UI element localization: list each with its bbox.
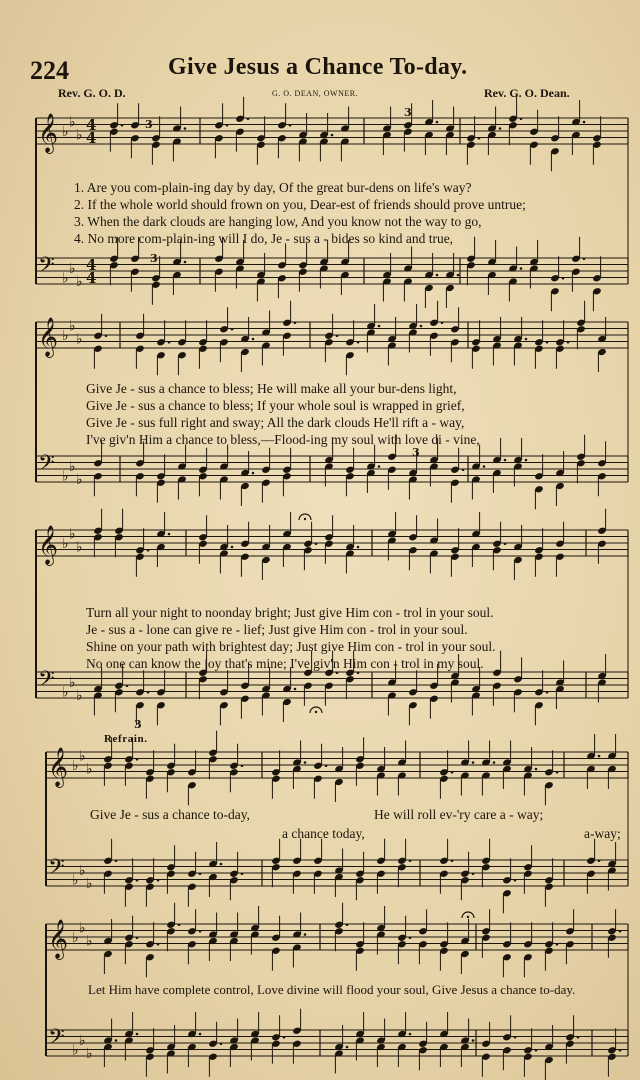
dot xyxy=(247,117,250,120)
dot xyxy=(472,872,475,875)
dot xyxy=(115,859,118,862)
dot xyxy=(331,134,334,137)
flat-sign: ♭ xyxy=(69,674,76,691)
dot xyxy=(535,1049,538,1052)
dot xyxy=(199,930,202,933)
flat-sign: ♭ xyxy=(79,862,86,879)
dot xyxy=(147,549,150,552)
music-credit: Rev. G. O. Dean. xyxy=(484,86,570,100)
dot xyxy=(289,124,292,127)
dot xyxy=(598,859,601,862)
time-signature-top: 4 xyxy=(86,256,97,274)
flat-sign: ♭ xyxy=(72,930,79,946)
dot xyxy=(241,764,244,767)
dot xyxy=(241,872,244,875)
dot xyxy=(409,936,412,939)
dot xyxy=(168,533,171,536)
dot xyxy=(451,859,454,862)
dot xyxy=(577,1036,580,1039)
dot xyxy=(546,691,549,694)
dot xyxy=(520,267,523,270)
flat-sign: ♭ xyxy=(79,1032,86,1049)
dot xyxy=(514,1036,517,1039)
flat-sign: ♭ xyxy=(69,526,76,543)
treble-clef: 𝄞 xyxy=(38,113,59,153)
verse-3-line-3: Shine on your path with brightest day; Just give Him con - trol in your soul. xyxy=(86,639,496,654)
flat-sign: ♭ xyxy=(76,539,83,556)
dot xyxy=(462,468,465,471)
dot xyxy=(315,542,318,545)
dot xyxy=(252,472,255,475)
dot xyxy=(226,124,229,127)
dot xyxy=(346,923,349,926)
dot xyxy=(231,328,234,331)
verse-1-line-3: Turn all your night to noonday bright; Just give Him con - trol in your soul. xyxy=(86,605,494,620)
treble-clef: 𝄞 xyxy=(48,919,69,959)
verse-4-line-2: I've giv'n Him a chance to bless,—Flood-ing my soul with love di - vine, xyxy=(86,432,480,447)
dot xyxy=(220,863,223,866)
dot xyxy=(157,879,160,882)
time-signature-top: 4 xyxy=(86,116,97,134)
triplet-mark: 3 xyxy=(134,718,142,731)
dot xyxy=(472,1039,475,1042)
dot xyxy=(483,465,486,468)
flat-sign: ♭ xyxy=(76,127,83,144)
verse-3-line-2: Give Je - sus full right and sway; All the dark clouds He'll rift a - way, xyxy=(86,415,465,430)
dot xyxy=(556,771,559,774)
dot xyxy=(357,546,360,549)
dot xyxy=(136,879,139,882)
dot xyxy=(556,943,559,946)
dot xyxy=(220,1042,223,1045)
dot xyxy=(199,1033,202,1036)
dot xyxy=(478,137,481,140)
dot xyxy=(325,764,328,767)
fermata-dot xyxy=(467,916,469,918)
dot xyxy=(336,334,339,337)
flat-sign: ♭ xyxy=(76,331,83,348)
flat-sign: ♭ xyxy=(76,687,83,704)
dot xyxy=(420,325,423,328)
dot xyxy=(105,334,108,337)
flat-sign: ♭ xyxy=(86,875,93,892)
dot xyxy=(504,459,507,462)
flat-sign: ♭ xyxy=(62,328,69,344)
words-credit: Rev. G. O. D. xyxy=(58,86,126,100)
dot xyxy=(378,325,381,328)
dot xyxy=(493,761,496,764)
dot xyxy=(436,274,439,277)
refrain-line-3: Let Him have complete control, Love divine will flood your soul, Give Jesus a chance to-day. xyxy=(88,982,576,997)
dot xyxy=(184,127,187,130)
dot xyxy=(436,121,439,124)
dot xyxy=(136,1033,139,1036)
dot xyxy=(619,930,622,933)
dot xyxy=(168,341,171,344)
bass-clef: 𝄢 xyxy=(48,1025,65,1055)
triplet-mark: 3 xyxy=(404,106,412,119)
flat-sign: ♭ xyxy=(69,260,76,277)
dot xyxy=(184,261,187,264)
verse-1-line-1: 1. Are you com-plain-ing day by day, Of the great bur-dens on life's way? xyxy=(74,180,472,195)
dot xyxy=(178,923,181,926)
flat-sign: ♭ xyxy=(79,920,86,937)
triplet-mark: 3 xyxy=(150,252,158,265)
dot xyxy=(546,341,549,344)
dot xyxy=(451,771,454,774)
time-signature-bottom: 4 xyxy=(86,269,97,287)
flat-sign: ♭ xyxy=(79,748,86,765)
dot xyxy=(409,1033,412,1036)
dot xyxy=(514,879,517,882)
time-signature-bottom: 4 xyxy=(86,129,97,147)
dot xyxy=(294,321,297,324)
bass-clef: 𝄢 xyxy=(48,855,65,885)
dot xyxy=(304,933,307,936)
verse-2-line-2: Give Je - sus a chance to bless; If your whole soul is wrapped in grief, xyxy=(86,398,465,413)
dot xyxy=(252,338,255,341)
dot xyxy=(136,758,139,761)
dot xyxy=(472,761,475,764)
refrain-line-1a: Give Je - sus a chance to-day, xyxy=(90,807,250,822)
flat-sign: ♭ xyxy=(62,684,69,701)
dot xyxy=(283,1036,286,1039)
flat-sign: ♭ xyxy=(69,114,76,131)
treble-clef: 𝄞 xyxy=(38,317,59,357)
flat-sign: ♭ xyxy=(86,761,93,778)
flat-sign: ♭ xyxy=(76,471,83,488)
bass-clef: 𝄢 xyxy=(38,451,55,481)
flat-sign: ♭ xyxy=(62,124,69,140)
dot xyxy=(409,859,412,862)
flat-sign: ♭ xyxy=(62,468,69,485)
hymn-title: Give Jesus a Chance To-day. xyxy=(168,54,468,80)
treble-clef: 𝄞 xyxy=(38,525,59,565)
verse-2-line-1: 2. If the whole world should frown on you, Dear-est of friends should prove untrue; xyxy=(74,197,526,212)
dot xyxy=(115,1039,118,1042)
flat-sign: ♭ xyxy=(72,758,79,774)
dot xyxy=(441,321,444,324)
refrain-line-2b: a-way; xyxy=(584,826,621,841)
dot xyxy=(378,465,381,468)
dot xyxy=(499,127,502,130)
triplet-mark: 3 xyxy=(145,118,153,131)
bass-clef: 𝄢 xyxy=(38,667,55,697)
dot xyxy=(562,277,565,280)
dot xyxy=(535,768,538,771)
flat-sign: ♭ xyxy=(62,536,69,552)
dot xyxy=(525,338,528,341)
verse-3-line-1: 3. When the dark clouds are hanging low, And you know not the way to go, xyxy=(74,214,482,229)
refrain-label: Refrain. xyxy=(104,733,148,745)
flat-sign: ♭ xyxy=(72,1042,79,1059)
verse-1-line-2: Give Je - sus a chance to bless; He will make all your bur-dens light, xyxy=(86,381,457,396)
dot xyxy=(525,459,528,462)
triplet-mark: 3 xyxy=(412,446,420,459)
hymn-number: 224 xyxy=(30,56,69,85)
dot xyxy=(567,341,570,344)
verse-2-line-3: Je - sus a - lone can give re - lief; Just give Him con - trol in your soul. xyxy=(86,622,468,637)
dot xyxy=(294,688,297,691)
dot xyxy=(583,257,586,260)
dot xyxy=(583,121,586,124)
dot xyxy=(136,936,139,939)
dot xyxy=(147,691,150,694)
refrain-line-1b: He will roll ev-'ry care a - way; xyxy=(374,807,544,822)
dot xyxy=(619,1049,622,1052)
verse-4-line-3: No one can know the joy that's mine; I've giv'n Him con - trol in my soul. xyxy=(86,656,484,671)
dot xyxy=(199,872,202,875)
flat-sign: ♭ xyxy=(69,458,76,475)
dot xyxy=(126,684,129,687)
refrain-line-2a: a chance today, xyxy=(282,826,365,841)
verse-4-line-1: 4. No more com-plain-ing will I do, Je - sus a - bides so kind and true, xyxy=(74,231,454,246)
flat-sign: ♭ xyxy=(76,273,83,290)
dot xyxy=(520,117,523,120)
dot xyxy=(304,761,307,764)
flat-sign: ♭ xyxy=(86,933,93,950)
fermata-dot xyxy=(315,711,317,713)
owner-credit: G. O. DEAN, OWNER. xyxy=(272,89,359,98)
bass-clef: 𝄢 xyxy=(38,253,55,283)
dot xyxy=(121,124,124,127)
dot xyxy=(457,274,460,277)
dot xyxy=(357,341,360,344)
dot xyxy=(231,546,234,549)
fermata-dot xyxy=(304,518,306,520)
treble-clef: 𝄞 xyxy=(48,747,69,787)
flat-sign: ♭ xyxy=(72,872,79,889)
dot xyxy=(157,943,160,946)
dot xyxy=(504,542,507,545)
dot xyxy=(598,755,601,758)
flat-sign: ♭ xyxy=(62,270,69,287)
flat-sign: ♭ xyxy=(69,318,76,335)
dot xyxy=(346,1046,349,1049)
flat-sign: ♭ xyxy=(86,1045,93,1062)
